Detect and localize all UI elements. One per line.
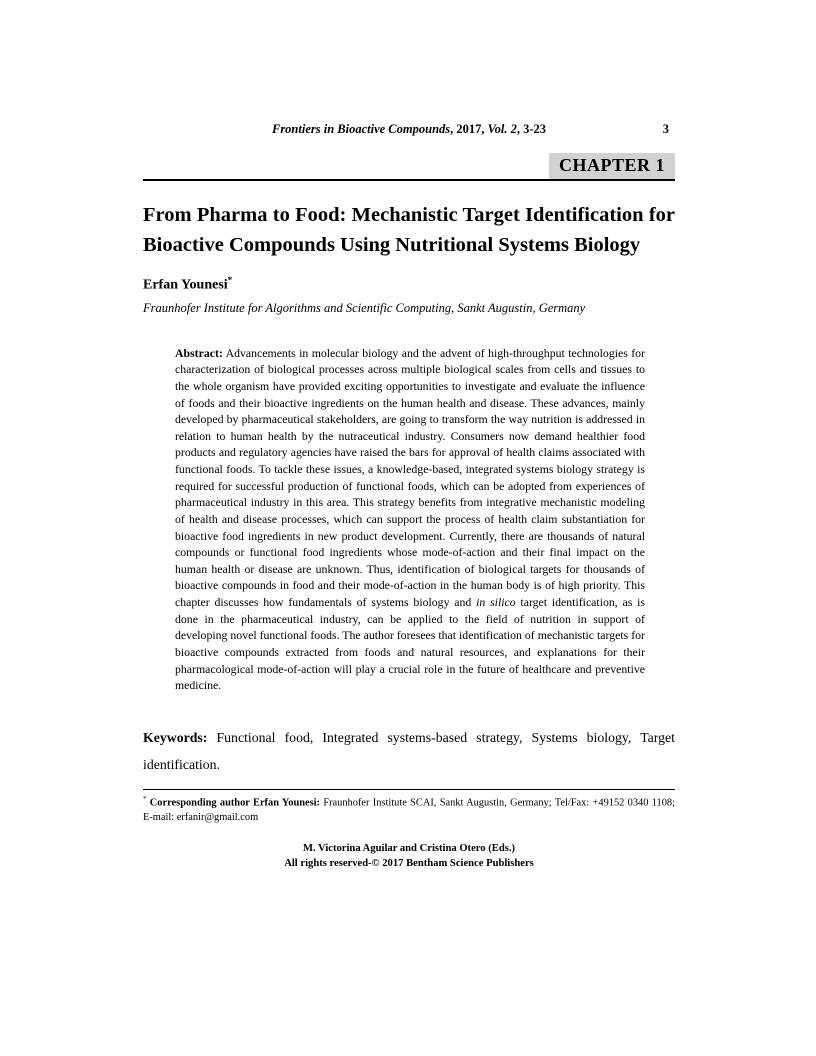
publisher-footer: [143, 841, 675, 872]
author-footnote-mark: *: [227, 275, 233, 286]
keywords-block: [143, 724, 675, 779]
abstract-text-1: Advancements in molecular biology and the advent of high-throughput technologies for characterization of biological processes across multiple biological scales from cells and tissues to the whole organism have provided exciting opportunities to investigate and evaluate the influence of foods and their bioactive ingredients on the human health and disease. These advances, mainly developed by pharmaceutical stakeholders, are going to transform the way nutrition is addressed in relation to human health by the nutraceutical industry. Consumers now demand healthier food products and regulatory agencies have raised the bars for approval of health claims associated with functional foods. To tackle these issues, a knowledge-based, integrated systems biology strategy is required for successful production of functional foods, which can be adopted from experiences of pharmaceutical industry in this area. This strategy benefits from integrative mechanistic modeling of health and disease processes, which can support the process of health claim substantiation for bioactive food ingredients in new product development. Currently, there are thousands of natural compounds or functional food ingredients whose mode-of-action and their final impact on the human health or disease are unknown. Thus, identification of biological targets for thousands of bioactive compounds in food and their mode-of-action in the human body is of high priority. This chapter discusses how fundamentals of systems biology and: [175, 345, 645, 610]
journal-pages: , 3-23: [516, 122, 546, 136]
abstract-italic-phrase: in silico: [476, 595, 516, 610]
journal-year: , 2017,: [450, 122, 488, 136]
corresponding-author-footnote: [143, 789, 675, 825]
keywords-label: Keywords:: [143, 729, 208, 745]
author-affiliation: Fraunhofer Institute for Algorithms and Scientific Computing, Sankt Augustin, Germany: [143, 300, 586, 315]
editors-line: M. Victorina Aguilar and Cristina Otero (Eds.): [302, 842, 516, 854]
chapter-rule: [143, 153, 675, 181]
running-head: [143, 122, 675, 137]
abstract-block: [175, 345, 645, 694]
footnote-bold: Corresponding author Erfan Younesi:: [146, 797, 321, 809]
author-name: Erfan Younesi: [143, 277, 228, 293]
keywords-text: Functional food, Integrated systems-based strategy, Systems biology, Target identification.: [143, 729, 675, 773]
abstract-text-2: target identification, as is done in the pharmaceutical industry, can be applied to the field of nutrition in support of developing novel functional foods. The author foresees that identification of mechanistic targets for bioactive compounds extracted from foods and natural resources, and explanations for their pharmacological mode-of-action will play a crucial role in the future of healthcare and preventive medicine.: [175, 595, 645, 693]
copyright-line: All rights reserved-© 2017 Bentham Science Publishers: [284, 857, 534, 869]
chapter-title: From Pharma to Food: Mechanistic Target Identification for Bioactive Compounds Using Nutritional Systems Biology: [143, 204, 675, 256]
page-content: [143, 122, 675, 871]
journal-title: Frontiers in Bioactive Compounds: [271, 122, 451, 136]
journal-volume: Vol. 2: [487, 122, 517, 136]
author-line: [143, 275, 675, 294]
abstract-label: Abstract:: [175, 345, 223, 360]
chapter-badge: CHAPTER 1: [549, 153, 675, 179]
footnote-text: Fraunhofer Institute SCAI, Sankt Augustin, Germany; Tel/Fax: +49152 0340 1108; E-mail: erfanir@gmail.com: [143, 797, 676, 823]
footnote-mark: *: [143, 795, 147, 803]
page-number: 3: [662, 122, 669, 136]
